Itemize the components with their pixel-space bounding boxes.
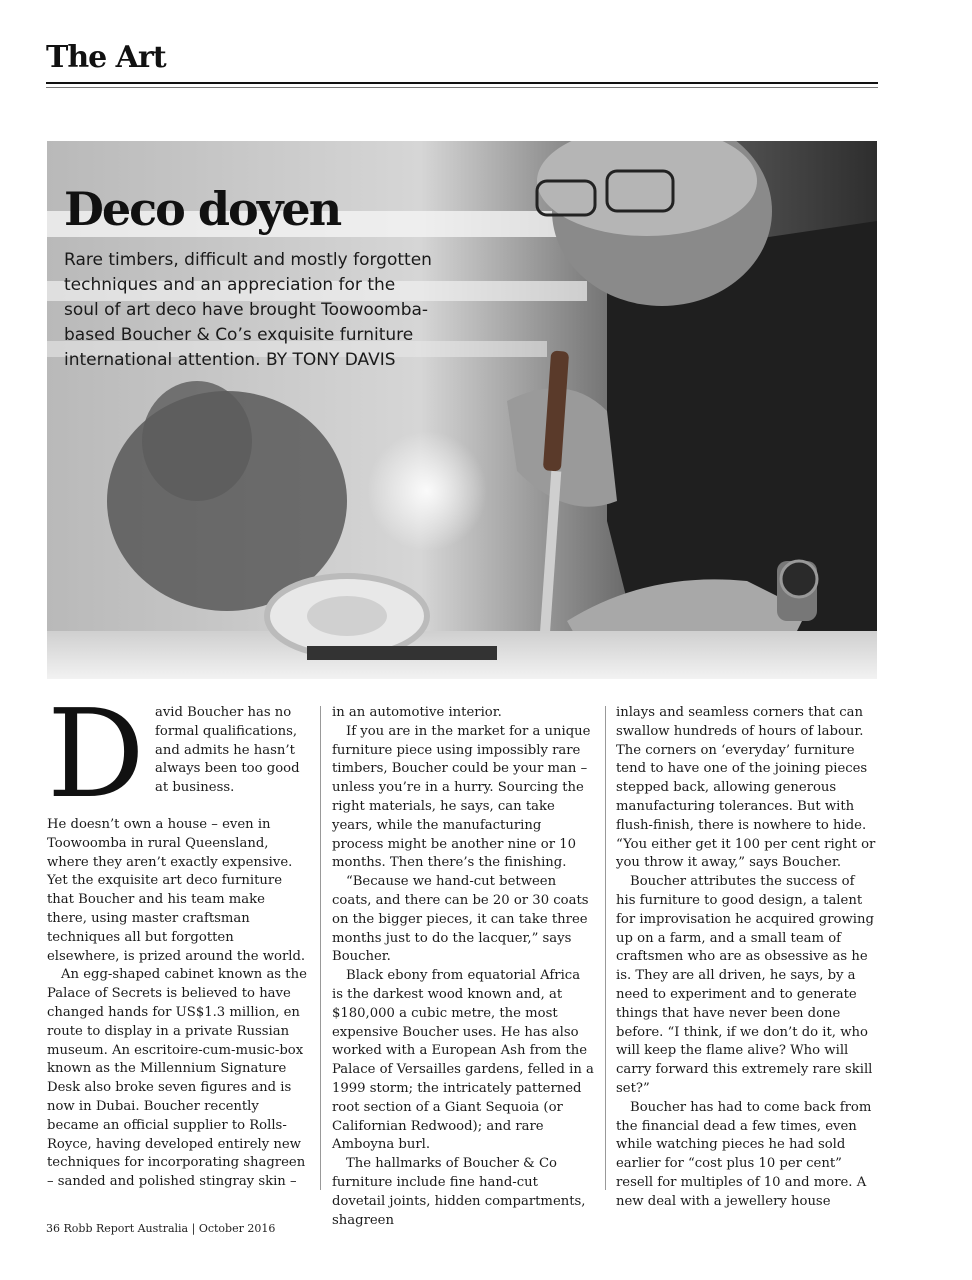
section-heading: The Art: [46, 40, 166, 75]
body-paragraph: in an automotive interior.: [332, 705, 502, 720]
body-paragraph: Black ebony from equatorial Africa is the darkest wood known and, at $180,000 a cubic metre, the most expensive Boucher uses. He has also worked with a European Ash from the Palace of Versailles gardens, felled in a 1999 storm; the intricately patterned root section of a Giant Sequoia (or Californian Redwood); and rare Amboyna burl.: [332, 968, 594, 1153]
body-paragraph: If you are in the market for a unique furniture piece using impossibly rare timbers, Boucher could be your man – unless you’re in a hurry. Sourcing the right materials, he says, can take years, while the manufacturing process might be another nine or 10 months. Then there’s the finishing.: [332, 723, 591, 871]
body-paragraph: inlays and seamless corners that can swallow hundreds of hours of labour. The corners on ‘everyday’ furniture tend to have one of the joining pieces stepped back, allowing generous manufacturing tolerances. But with flush-finish, there is nowhere to hide. “You either get it 100 per cent right or you throw it away,” says Boucher.: [616, 705, 876, 871]
body-paragraph: “Because we hand-cut between coats, and there can be 20 or 30 coats on the bigger pieces, it can take three months just to do the lacquer,” says Boucher.: [332, 874, 589, 965]
body-paragraph: The hallmarks of Boucher & Co furniture include fine hand-cut dovetail joints, hidden compartments, shagreen: [332, 1156, 586, 1228]
article-title: Deco doyen: [64, 182, 341, 236]
body-paragraph: Boucher has had to come back from the financial dead a few times, even while watching pieces he had sold earlier for “cost plus 10 per cent” resell for multiples of 10 and more. A new deal with a jewellery house: [616, 1099, 872, 1209]
body-paragraph: An egg-shaped cabinet known as the Palace of Secrets is believed to have changed hands for US$1.3 million, en route to display in a private Russian museum. An escritoire-cum-music-box known as the Millennium Signature Desk also broke seven figures and is now in Dubai. Boucher recently became an official supplier to Rolls-Royce, having developed entirely new techniques for incorporating shagreen – sanded and polished stingray skin –: [47, 967, 307, 1190]
column-rule: [605, 706, 606, 1190]
article-column-3: [616, 704, 878, 1212]
article-column-2: [332, 704, 594, 1230]
page-folio: 36 Robb Report Australia | October 2016: [46, 1222, 276, 1235]
article-column-1: [47, 683, 309, 1192]
header-rule-thick: [46, 82, 878, 84]
body-paragraph: He doesn’t own a house – even in Toowoomba in rural Queensland, where they aren’t exactly expensive. Yet the exquisite art deco furniture that Boucher and his team make there, using master craftsman techniques all but forgotten elsewhere, is prized around the world.: [47, 817, 306, 964]
column-rule: [320, 706, 321, 1190]
header-rule-thin: [46, 87, 878, 88]
lead-text: avid Boucher has no formal qualifications, and admits he hasn’t always been too good at business.: [155, 705, 300, 796]
dropcap-letter: D: [47, 683, 145, 825]
body-paragraph: Boucher attributes the success of his furniture to good design, a talent for improvisation he acquired growing up on a farm, and a small team of craftsmen who are as obsessive as he is. They are all driven, he says, by a need to experiment and to generate things that have never been done before. “I think, if we don’t do it, who will keep the flame alive? Who will carry forward this extremely rare skill set?”: [616, 874, 874, 1096]
article-standfirst: Rare timbers, difficult and mostly forgotten techniques and an appreciation for the soul of art deco have brought Toowoomba-based Boucher & Co’s exquisite furniture international attention. BY TONY DAVIS: [64, 250, 432, 370]
dropcap-paragraph: [47, 683, 309, 825]
